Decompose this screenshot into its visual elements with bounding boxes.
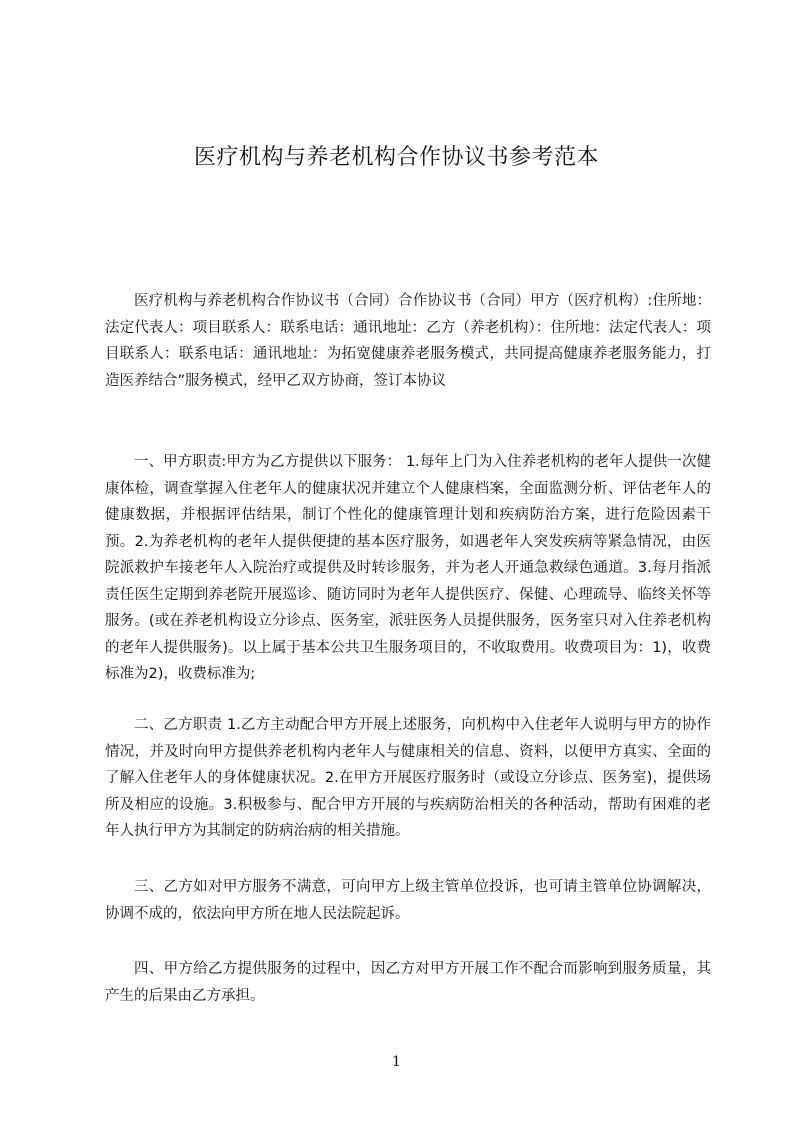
paragraph-parties: 医疗机构与养老机构合作协议书（合同）合作协议书（合同）甲方（医疗机构）:住所地：法定代表人：项目联系人：联系电话：通讯地址：乙方（养老机构）：住所地：法定代表人：项目联系人：联系电话：通讯地址：为拓宽健康养老服务模式，共同提高健康养老服务能力，打造医养结合”服务模式，经甲乙双方协商，签订本协议 [105,293,711,389]
document-title: 医疗机构与养老机构合作协议书参考范本 [193,145,599,170]
paragraph-liability: 四、甲方给乙方提供服务的过程中，因乙方对甲方开展工作不配合而影响到服务质量，其产生的后果由乙方承担。 [105,961,711,1004]
paragraph-complaints: 三、乙方如对甲方服务不满意，可向甲方上级主管单位投诉，也可请主管单位协调解决，协调不成的，依法向甲方所在地人民法院起诉。 [105,879,711,922]
paragraph-party-a-duties: 一、甲方职责:甲方为乙方提供以下服务： 1.每年上门为入住养老机构的老年人提供一次健康体检，调查掌握入住老年人的健康状况并建立个人健康档案，全面监测分析、评估老年人的健康数据，并根据评估结果，制订个性化的健康管理计划和疾病防治方案，进行危险因素干预。2.为养老机构的老年人提供便捷的基本医疗服务，如遇老年人突发疾病等紧急情况，由医院派救护车接老年人入院治疗或提供及时转诊服务，并为老人开通急救绿色通道。3.每月指派责任医生定期到养老院开展巡诊、随访同时为老年人提供医疗、保健、心理疏导、临终关怀等服务。(或在养老机构设立分诊点、医务室，派驻医务人员提供服务，医务室只对入住养老机构的老年人提供服务)。以上属于基本公共卫生服务项目的，不收取费用。收费项目为：1)，收费标准为2)，收费标准为; [105,454,711,682]
paragraph-party-b-duties: 二、乙方职责 1.乙方主动配合甲方开展上述服务，向机构中入住老年人说明与甲方的协作情况，并及时向甲方提供养老机构内老年人与健康相关的信息、资料，以便甲方真实、全面的了解入住老年人的身体健康状况。2.在甲方开展医疗服务时（或设立分诊点、医务室)，提供场所及相应的设施。3.积极参与、配合甲方开展的与疾病防治相关的各种活动，帮助有困难的老年人执行甲方为其制定的防病治病的相关措施。 [105,717,711,839]
page-number: 1 [392,1054,401,1070]
